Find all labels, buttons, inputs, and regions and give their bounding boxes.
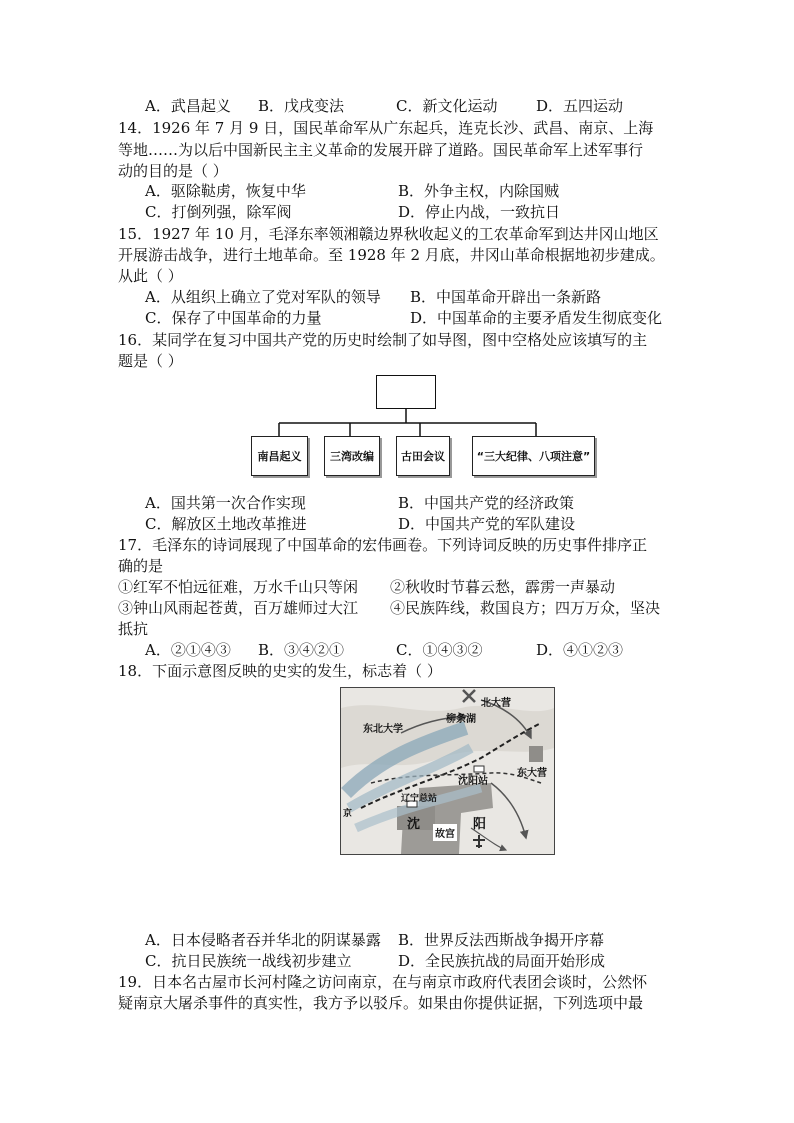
q16-option-c: C．解放区土地改革推进 [145, 515, 307, 533]
mind-map-connectors [0, 0, 794, 460]
q16-option-a: A．国共第一次合作实现 [145, 494, 306, 512]
q14-option-b: B．外争主权，内除国贼 [398, 182, 560, 200]
q16-option-d: D．中国共产党的军队建设 [398, 515, 576, 533]
q18-option-a: A．日本侵略者吞并华北的阴谋暴露 [145, 931, 381, 949]
q14-option-c: C．打倒列强，除军阀 [145, 203, 292, 221]
q15-option-c: C．保存了中国革命的力量 [145, 309, 322, 327]
q14-option-a: A．驱除鞑虏，恢复中华 [145, 182, 306, 200]
map-label-dongbei-university: 东北大学 [363, 724, 403, 735]
q16-stem-line2: 题是（ ） [118, 352, 183, 370]
map-label-gugong: 故宫 [433, 824, 457, 841]
q19-stem-line2: 疑南京大屠杀事件的真实性，我方予以驳斥。如果由你提供证据，下列选项中最 [118, 994, 644, 1012]
q17-stem-line2: 确的是 [118, 557, 164, 575]
map-label-dongdaying: 东大营 [517, 768, 547, 779]
q15-stem-line1: 15．1927 年 10 月，毛泽东率领湘赣边界秋收起义的工农革命军到达井冈山地区 [118, 225, 659, 243]
q17-option-b: B．③④②① [258, 641, 345, 659]
q18-option-d: D．全民族抗战的局面开始形成 [398, 952, 606, 970]
mind-map-box-sanwan: 三湾改编 [324, 436, 380, 476]
q18-option-c: C．抗日民族统一战线初步建立 [145, 952, 352, 970]
map-label-shen: 沈 [407, 817, 421, 832]
q14-option-d: D．停止内战，一致抗日 [398, 203, 561, 221]
q15-option-a: A．从组织上确立了党对军队的领导 [145, 288, 381, 306]
q17-option-d: D．④①②③ [536, 641, 624, 659]
q13-option-b: B．戊戌变法 [258, 97, 345, 115]
q13-option-c: C．新文化运动 [396, 97, 498, 115]
q17-poem-3: ③钟山风雨起苍黄，百万雄师过大江 [118, 599, 359, 617]
q17-poem-2: ②秋收时节暮云愁，霹雳一声暴动 [390, 578, 616, 596]
q18-stem-line1: 18．下面示意图反映的史实的发生，标志着（ ） [118, 662, 442, 680]
q17-poem-4: ④民族阵线，救国良方；四万万众，坚决 [390, 599, 661, 617]
q15-option-d: D．中国革命的主要矛盾发生彻底变化 [410, 309, 663, 327]
map-label-liaoning-station: 辽宁总站 [401, 794, 438, 804]
map-label-yang: 阳 [473, 817, 487, 832]
mind-map-box-gutian: 古田会议 [396, 436, 450, 476]
map-label-beidaying: 北大营 [481, 698, 511, 709]
q17-option-c: C．①④③② [396, 641, 483, 659]
q17-poem-4-cont: 抵抗 [118, 620, 149, 638]
q17-option-a: A．②①④③ [145, 641, 231, 659]
mind-map-box-nanchang: 南昌起义 [251, 436, 308, 476]
map-label-shenyang-station: 沈阳站 [458, 776, 488, 787]
q16-stem-line1: 16．某同学在复习中国共产党的历史时绘制了如导图，图中空格处应该填写的主 [118, 331, 648, 349]
q14-stem-line1: 14．1926 年 7 月 9 日，国民革命军从广东起兵，连克长沙、武昌、南京、上海 [118, 119, 654, 137]
q18-map [340, 687, 555, 855]
q17-poem-1: ①红军不怕远征难，万水千山只等闲 [118, 578, 359, 596]
map-label-liutiaohu: 柳条湖 [446, 714, 476, 725]
q15-option-b: B．中国革命开辟出一条新路 [410, 288, 602, 306]
q18-option-b: B．世界反法西斯战争揭开序幕 [398, 931, 605, 949]
q14-stem-line2: 等地……为以后中国新民主主义革命的发展开辟了道路。国民革命军上述军事行 [118, 141, 644, 159]
q14-stem-line3: 动的目的是（ ） [118, 162, 228, 180]
q16-option-b: B．中国共产党的经济政策 [398, 494, 575, 512]
q15-stem-line3: 从此（ ） [118, 267, 183, 285]
mind-map-box-discipline: “三大纪律、八项注意” [472, 436, 595, 476]
map-label-jing: 京 [343, 809, 353, 819]
q13-option-a: A．武昌起义 [145, 97, 231, 115]
q19-stem-line1: 19．日本名古屋市长河村隆之访问南京，在与南京市政府代表团会谈时，公然怀 [118, 973, 648, 991]
q17-stem-line1: 17．毛泽东的诗词展现了中国革命的宏伟画卷。下列诗词反映的历史事件排序正 [118, 536, 648, 554]
q15-stem-line2: 开展游击战争，进行土地革命。至 1928 年 2 月底，井冈山革命根据地初步建成。 [118, 246, 665, 264]
q13-option-d: D．五四运动 [536, 97, 624, 115]
